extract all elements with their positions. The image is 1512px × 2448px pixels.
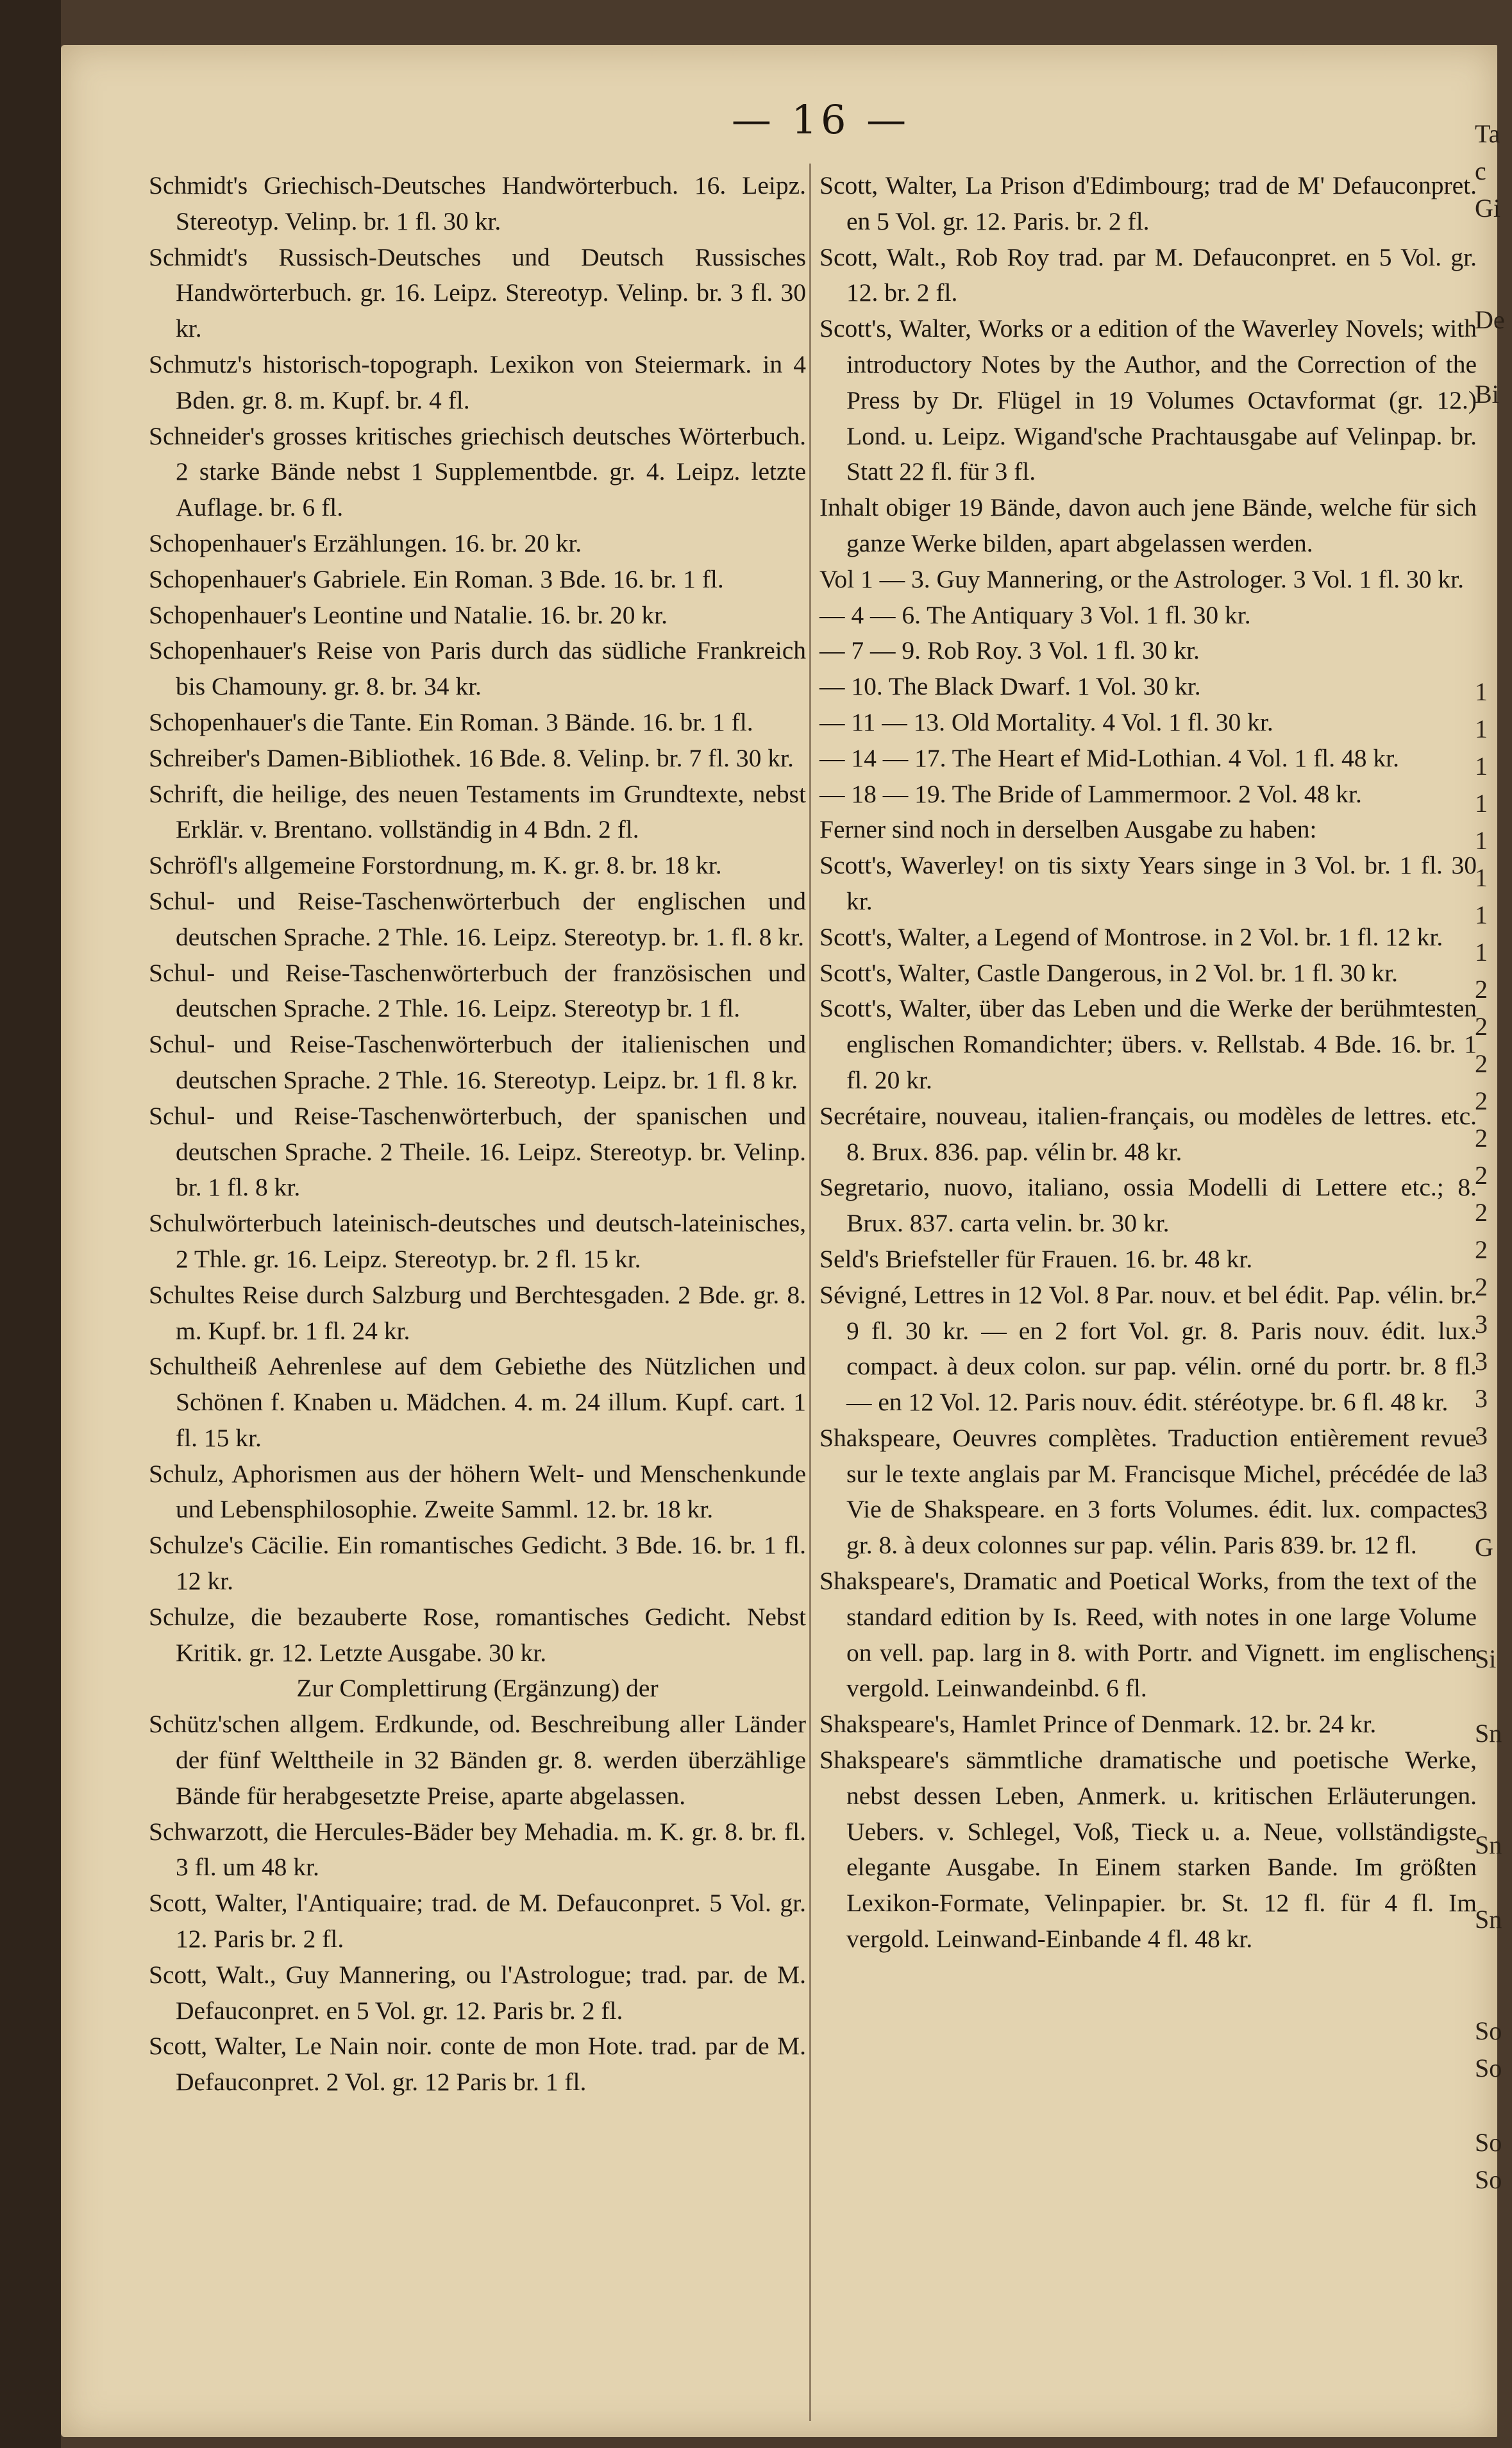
edge-fragment: Si: [1475, 1644, 1497, 1673]
edge-fragment: 2: [1475, 975, 1488, 1004]
catalog-entry: — 4 — 6. The Antiquary 3 Vol. 1 fl. 30 kr.: [819, 600, 1251, 629]
adjacent-page-edge: [1475, 115, 1512, 2424]
edge-fragment: 1: [1475, 677, 1488, 706]
edge-fragment: [1475, 1789, 1512, 1827]
catalog-entry: — 14 — 17. The Heart ef Mid-Lothian. 4 Vol. 1 fl. 48 kr.: [819, 743, 1400, 772]
catalog-entry: Scott's, Walter, über das Leben und die Werke der berühmtesten englischen Romandichter; übers. v. Rellstab. 4 Bde. 16. br. 1 fl. 20 kr.: [819, 994, 1477, 1094]
catalog-entry: Schopenhauer's Gabriele. Ein Roman. 3 Bde. 16. br. 1 fl.: [149, 564, 724, 593]
catalog-entry: — 18 — 19. The Bride of Lammermoor. 2 Vol. 48 kr.: [819, 779, 1362, 808]
edge-fragment: 3: [1475, 1384, 1488, 1413]
catalog-entry: Schultes Reise durch Salzburg und Berchtesgaden. 2 Bde. gr. 8. m. Kupf. br. 1 fl. 24 kr.: [149, 1280, 806, 1345]
edge-fragment: Bi: [1475, 380, 1499, 409]
edge-fragment: [1475, 1938, 1512, 1975]
edge-fragment: [1475, 599, 1512, 636]
book-gutter: [0, 0, 61, 2448]
edge-fragment: 1: [1475, 789, 1488, 818]
catalog-entry: Shakspeare's sämmtliche dramatische und poetische Werke, nebst dessen Leben, Anmerk. u. kritischen Erläuterungen. Uebers. v. Schlegel, Voß, Tieck u. a. Neue, vollständigste elegante Ausgabe. In Einem starken Bande. Im größten Lexikon-Formate, Velinpapier. br. St. 12 fl. für 4 fl. Im vergold. Leinwand-Einbande 4 fl. 48 kr.: [819, 1746, 1477, 1954]
edge-fragment: [1475, 227, 1512, 264]
catalog-entry: — 10. The Black Dwarf. 1 Vol. 30 kr.: [819, 672, 1201, 701]
edge-fragment: So: [1475, 2016, 1502, 2045]
edge-fragment: 3: [1475, 1310, 1488, 1338]
edge-fragment: 2: [1475, 1235, 1488, 1264]
right-column: [819, 168, 1477, 1957]
edge-fragment: 1: [1475, 863, 1488, 892]
edge-fragment: Gi: [1475, 194, 1500, 223]
edge-fragment: 1: [1475, 714, 1488, 743]
catalog-entry: Vol 1 — 3. Guy Mannering, or the Astrologer. 3 Vol. 1 fl. 30 kr.: [819, 564, 1465, 593]
catalog-entry: Schmutz's historisch-topograph. Lexikon von Steiermark. in 4 Bden. gr. 8. m. Kupf. br. 4 fl.: [149, 350, 806, 414]
catalog-entry: Secrétaire, nouveau, italien-français, ou modèles de lettres. etc. 8. Brux. 836. pap. vélin br. 48 kr.: [819, 1101, 1477, 1166]
catalog-entry: Schreiber's Damen-Bibliothek. 16 Bde. 8. Velinp. br. 7 fl. 30 kr.: [149, 743, 794, 772]
catalog-entry: Schopenhauer's Erzählungen. 16. br. 20 kr.: [149, 528, 582, 557]
catalog-entry: Ferner sind noch in derselben Ausgabe zu haben:: [819, 815, 1317, 844]
edge-fragment: So: [1475, 2165, 1502, 2194]
edge-fragment: Ta: [1475, 119, 1500, 148]
catalog-entry: Schrift, die heilige, des neuen Testaments im Grundtexte, nebst Erklär. v. Brentano. vollständig in 4 Bdn. 2 fl.: [149, 779, 806, 844]
edge-fragment: Sn: [1475, 1719, 1502, 1748]
edge-fragment: [1475, 1678, 1512, 1715]
catalog-entry: Schopenhauer's Reise von Paris durch das südliche Frankreich bis Chamouny. gr. 8. br. 34 kr.: [149, 636, 806, 701]
catalog-entry: Schmidt's Griechisch-Deutsches Handwörterbuch. 16. Leipz. Stereotyp. Velinp. br. 1 fl. 30 kr.: [149, 171, 806, 235]
edge-fragment: [1475, 487, 1512, 525]
catalog-entry: Shakspeare, Oeuvres complètes. Traduction entièrement revue sur le texte anglais par M. Francisque Michel, précédée de la Vie de Shakspeare. en 3 forts Volumes. édit. lux. compactes gr. 8. à deux colonnes sur pap. vélin. Paris 839. br. 12 fl.: [819, 1423, 1477, 1560]
catalog-entry: Schopenhauer's Leontine und Natalie. 16. br. 20 kr.: [149, 600, 668, 629]
catalog-entry: Sévigné, Lettres in 12 Vol. 8 Par. nouv. et bel édit. Pap. vélin. br. 9 fl. 30 kr. — en 2 fort Vol. gr. 8. Paris nouv. édit. lux. compact. à deux colon. sur pap. vélin. orné du portr. br. 8 fl. — en 12 Vol. 12. Paris nouv. édit. stéréotype. br. 6 fl. 48 kr.: [819, 1280, 1477, 1417]
catalog-entry: Scott, Walter, La Prison d'Edimbourg; trad de M' Defauconpret. en 5 Vol. gr. 12. Paris. br. 2 fl.: [819, 171, 1477, 235]
catalog-entry: Scott, Walter, l'Antiquaire; trad. de M. Defauconpret. 5 Vol. gr. 12. Paris br. 2 fl.: [149, 1889, 806, 1954]
catalog-entry: Schul- und Reise-Taschenwörterbuch der englischen und deutschen Sprache. 2 Thle. 16. Leipz. Stereotyp. br. 1. fl. 8 kr.: [149, 886, 806, 951]
edge-fragment: 1: [1475, 826, 1488, 855]
edge-fragment: 3: [1475, 1347, 1488, 1376]
catalog-entry: Scott, Walt., Guy Mannering, ou l'Astrologue; trad. par. de M. Defauconpret. en 5 Vol. gr. 12. Paris br. 2 fl.: [149, 1960, 806, 2025]
catalog-entry: Schulze, die bezauberte Rose, romantisches Gedicht. Nebst Kritik. gr. 12. Letzte Ausgabe. 30 kr.: [149, 1602, 806, 1667]
catalog-entry: Scott's, Walter, Works or a edition of the Waverley Novels; with introductory Notes by the Author, and the Correction of the Press by Dr. Flügel in 19 Volumes Octavformat (gr. 12.) Lond. u. Leipz. Wigand'sche Prachtausgabe auf Velinpap. br. Statt 22 fl. für 3 fl.: [819, 314, 1477, 486]
edge-fragment: [1475, 1864, 1512, 1901]
catalog-entry: Shakspeare's, Dramatic and Poetical Works, from the text of the standard edition by Is. Reed, with notes in one large Volume on vell. pap. larg in 8. with Portr. and Vignett. im englischen vergold. Leinwandeinbd. 6 fl.: [819, 1567, 1477, 1703]
edge-fragment: 2: [1475, 1049, 1488, 1078]
left-column: [149, 168, 806, 2100]
edge-fragment: [1475, 1603, 1512, 1641]
catalog-entry: Schultheiß Aehrenlese auf dem Gebiethe des Nützlichen und Schönen f. Knaben u. Mädchen. 4. m. 24 illum. Kupf. cart. 1 fl. 15 kr.: [149, 1352, 806, 1452]
edge-fragment: 2: [1475, 1012, 1488, 1041]
catalog-entry: Schulz, Aphorismen aus der höhern Welt- und Menschenkunde und Lebensphilosophie. Zweite Samml. 12. br. 18 kr.: [149, 1459, 806, 1524]
edge-fragment: c: [1475, 156, 1486, 185]
edge-fragment: 2: [1475, 1124, 1488, 1152]
catalog-entry: Shakspeare's, Hamlet Prince of Denmark. 12. br. 24 kr.: [819, 1710, 1377, 1739]
catalog-entry: Seld's Briefsteller für Frauen. 16. br. 48 kr.: [819, 1244, 1253, 1273]
edge-fragment: [1475, 2087, 1512, 2124]
catalog-entry: Schulwörterbuch lateinisch-deutsches und deutsch-lateinisches, 2 Thle. gr. 16. Leipz. Stereotyp. br. 2 fl. 15 kr.: [149, 1209, 806, 1273]
edge-fragment: [1475, 562, 1512, 599]
edge-fragment: G: [1475, 1533, 1493, 1562]
edge-fragment: 3: [1475, 1496, 1488, 1524]
catalog-entry: — 7 — 9. Rob Roy. 3 Vol. 1 fl. 30 kr.: [819, 636, 1200, 665]
edge-fragment: 2: [1475, 1086, 1488, 1115]
catalog-entry: Schul- und Reise-Taschenwörterbuch der italienischen und deutschen Sprache. 2 Thle. 16. Stereotyp. Leipz. br. 1 fl. 8 kr.: [149, 1030, 806, 1094]
edge-fragment: So: [1475, 2128, 1502, 2157]
edge-fragment: [1475, 636, 1512, 673]
catalog-entry: Schmidt's Russisch-Deutsches und Deutsch Russisches Handwörterbuch. gr. 16. Leipz. Stereotyp. Velinp. br. 3 fl. 30 kr.: [149, 242, 806, 343]
catalog-entry: Schulze's Cäcilie. Ein romantisches Gedicht. 3 Bde. 16. br. 1 fl. 12 kr.: [149, 1531, 806, 1596]
edge-fragment: 2: [1475, 1272, 1488, 1301]
edge-fragment: 3: [1475, 1421, 1488, 1450]
edge-fragment: [1475, 450, 1512, 487]
catalog-entry: Schul- und Reise-Taschenwörterbuch, der spanischen und deutschen Sprache. 2 Theile. 16. Leipz. Stereotyp. br. Velinp. br. 1 fl. 8 kr.: [149, 1101, 806, 1202]
edge-fragment: [1475, 525, 1512, 562]
catalog-entry: Scott's, Walter, a Legend of Montrose. in 2 Vol. br. 1 fl. 12 kr.: [819, 922, 1443, 951]
page-number: — 16 —: [731, 96, 911, 143]
catalog-entry: Scott, Walter, Le Nain noir. conte de mon Hote. trad. par de M. Defauconpret. 2 Vol. gr. 12 Paris br. 1 fl.: [149, 2032, 806, 2097]
catalog-entry: Schopenhauer's die Tante. Ein Roman. 3 Bände. 16. br. 1 fl.: [149, 707, 753, 736]
catalog-entry: Segretario, nuovo, italiano, ossia Modelli di Lettere etc.; 8. Brux. 837. carta velin. br. 30 kr.: [819, 1173, 1477, 1238]
edge-fragment: De: [1475, 305, 1505, 334]
edge-fragment: 3: [1475, 1458, 1488, 1487]
catalog-entry: Schröfl's allgemeine Forstordnung, m. K. gr. 8. br. 18 kr.: [149, 851, 722, 880]
edge-fragment: [1475, 413, 1512, 450]
catalog-entry: Zur Complettirung (Ergänzung) der: [296, 1674, 659, 1703]
catalog-entry: Inhalt obiger 19 Bände, davon auch jene Bände, welche für sich ganze Werke bilden, apart abgelassen werden.: [819, 493, 1477, 557]
edge-fragment: So: [1475, 2054, 1502, 2082]
edge-fragment: [1475, 264, 1512, 301]
catalog-entry: Scott's, Walter, Castle Dangerous, in 2 Vol. br. 1 fl. 30 kr.: [819, 958, 1399, 987]
edge-fragment: Sn: [1475, 1905, 1502, 1934]
edge-fragment: [1475, 1752, 1512, 1789]
edge-fragment: 1: [1475, 752, 1488, 781]
edge-fragment: Sn: [1475, 1830, 1502, 1859]
catalog-entry: Scott, Walt., Rob Roy trad. par M. Defauconpret. en 5 Vol. gr. 12. br. 2 fl.: [819, 242, 1477, 307]
edge-fragment: 2: [1475, 1161, 1488, 1190]
catalog-entry: Schul- und Reise-Taschenwörterbuch der französischen und deutschen Sprache. 2 Thle. 16. Leipz. Stereotyp br. 1 fl.: [149, 958, 806, 1023]
edge-fragment: [1475, 339, 1512, 376]
catalog-entry: Schwarzott, die Hercules-Bäder bey Mehadia. m. K. gr. 8. br. fl. 3 fl. um 48 kr.: [149, 1817, 806, 1882]
edge-fragment: 1: [1475, 938, 1488, 967]
catalog-entry: — 11 — 13. Old Mortality. 4 Vol. 1 fl. 30 kr.: [819, 707, 1273, 736]
catalog-entry: Schneider's grosses kritisches griechisch deutsches Wörterbuch. 2 starke Bände nebst 1 Supplementbde. gr. 4. Leipz. letzte Auflage. br. 6 fl.: [149, 421, 806, 522]
column-divider: [809, 164, 811, 2421]
edge-fragment: 2: [1475, 1198, 1488, 1227]
catalog-entry: Schütz'schen allgem. Erdkunde, od. Beschreibung aller Länder der fünf Welttheile in 32 Bänden gr. 8. werden überzählige Bände für herabgesetzte Preise, aparte abgelassen.: [149, 1710, 806, 1810]
edge-fragment: 1: [1475, 900, 1488, 929]
edge-fragment: [1475, 1566, 1512, 1603]
catalog-entry: Scott's, Waverley! on tis sixty Years singe in 3 Vol. br. 1 fl. 30 kr.: [819, 851, 1477, 915]
edge-fragment: [1475, 1975, 1512, 2013]
